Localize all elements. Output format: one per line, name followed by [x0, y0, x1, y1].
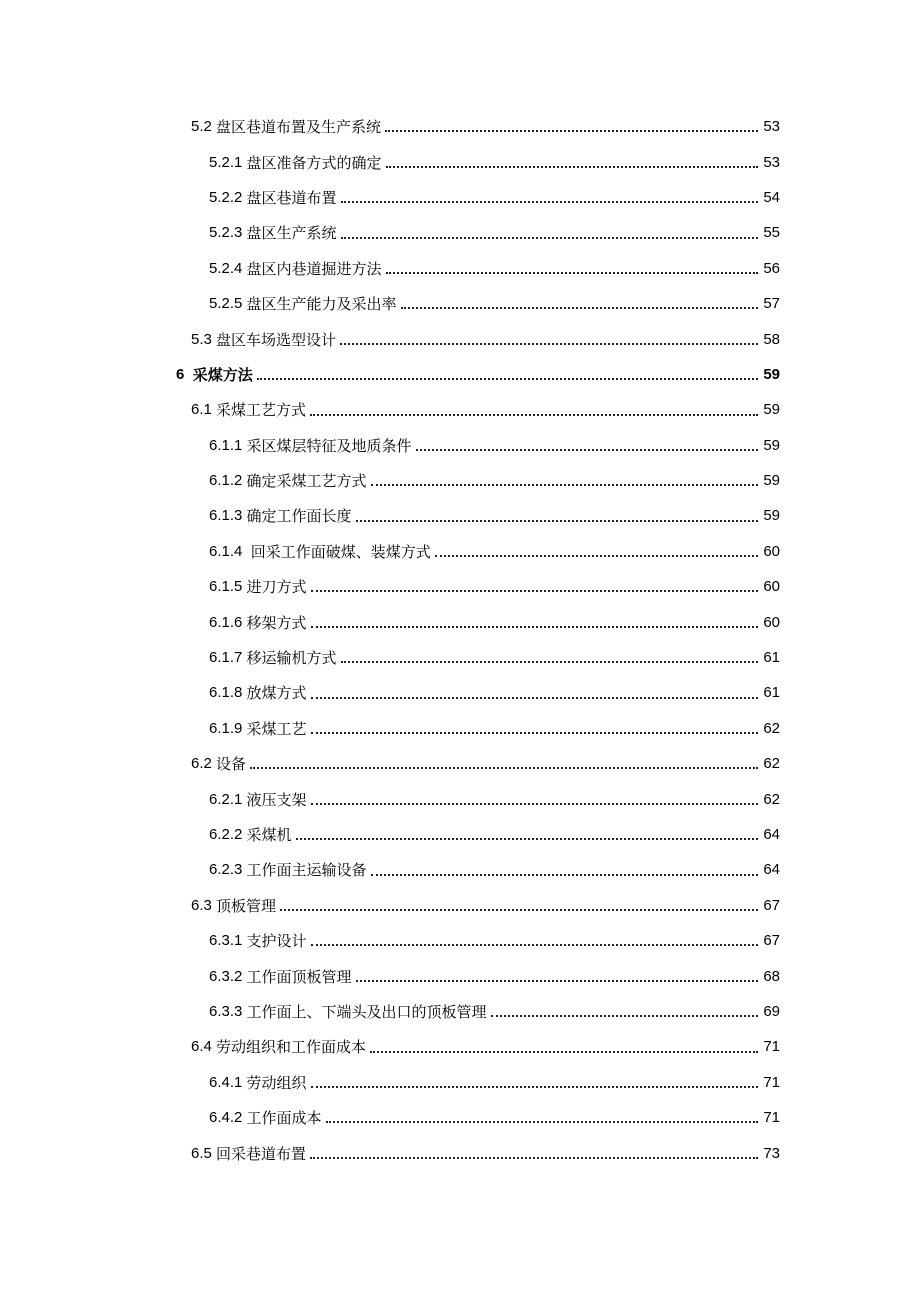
toc-entry-title: 移运输机方式 [246, 649, 337, 668]
toc-entry-number: 5.3 [191, 330, 217, 348]
toc-entry-title: 工作面顶板管理 [246, 967, 352, 986]
toc-entry-page-number: 67 [763, 896, 780, 914]
dot-leader [310, 413, 758, 416]
dot-leader [416, 448, 758, 451]
toc-entry-page-number: 56 [763, 259, 780, 277]
dot-leader [356, 519, 758, 522]
dot-leader [311, 943, 758, 946]
toc-entry-title: 采煤工艺方式 [216, 401, 307, 420]
toc-entry-title: 工作面主运输设备 [246, 861, 367, 880]
toc-entry-number: 6.1.2 [209, 472, 247, 490]
dot-leader [371, 873, 758, 876]
toc-entry[interactable] [0, 428, 920, 463]
toc-entry-page-number: 53 [763, 118, 780, 136]
toc-entry-title: 采区煤层特征及地质条件 [246, 436, 412, 455]
toc-entry-page-number: 59 [763, 436, 780, 454]
toc-entry-number: 5.2 [191, 118, 217, 136]
toc-entry[interactable] [0, 286, 920, 321]
dot-leader [356, 979, 758, 982]
toc-entry-page-number: 60 [763, 542, 780, 560]
toc-entry-title: 盘区车场选型设计 [216, 330, 337, 349]
toc-entry[interactable] [0, 675, 920, 710]
toc-entry-page-number: 60 [763, 613, 780, 631]
dot-leader [341, 236, 758, 239]
toc-entry-page-number: 53 [763, 153, 780, 171]
dot-leader [326, 1120, 758, 1123]
toc-entry[interactable] [0, 534, 920, 569]
toc-entry-page-number: 64 [763, 826, 780, 843]
toc-entry[interactable] [0, 1029, 920, 1064]
toc-entry[interactable] [0, 711, 920, 746]
toc-entry-title: 盘区巷道布置及生产系统 [216, 118, 382, 137]
toc-entry-page-number: 67 [763, 932, 780, 950]
dot-leader [435, 554, 758, 557]
toc-entry-title: 进刀方式 [246, 578, 307, 597]
toc-entry[interactable] [0, 994, 920, 1029]
toc-entry-number: 6.1.6 [209, 613, 247, 631]
toc-entry-page-number: 71 [763, 1038, 780, 1056]
toc-entry-number: 6.1.3 [209, 507, 247, 525]
toc-entry-page-number: 54 [763, 188, 780, 206]
toc-entry[interactable] [0, 109, 920, 144]
toc-entry-number: 6.1.7 [209, 649, 247, 667]
toc-entry-number: 5.2.2 [209, 188, 247, 206]
toc-entry-title: 设备 [216, 755, 247, 774]
toc-entry-title: 盘区生产能力及采出率 [246, 295, 397, 314]
toc-entry[interactable] [0, 180, 920, 215]
toc-entry-page-number: 61 [763, 649, 780, 667]
toc-entry[interactable] [0, 357, 920, 392]
toc-entry-title: 回采工作面破煤、装煤方式 [250, 542, 431, 561]
toc-entry-number: 6.1.1 [209, 436, 247, 454]
dot-leader [386, 271, 758, 274]
toc-entry-title: 盘区生产系统 [246, 224, 337, 243]
dot-leader [341, 200, 758, 203]
toc-entry[interactable] [0, 463, 920, 498]
toc-entry-title: 放煤方式 [246, 684, 307, 703]
dot-leader [340, 342, 758, 345]
toc-entry-number: 6.4.2 [209, 1109, 247, 1127]
toc-entry-title: 劳动组织和工作面成本 [216, 1038, 367, 1057]
toc-entry-title: 确定采煤工艺方式 [246, 472, 367, 491]
toc-entry-title: 盘区巷道布置 [246, 188, 337, 207]
toc-entry-number: 6.3 [191, 896, 217, 914]
dot-leader [311, 1085, 758, 1088]
dot-leader [311, 696, 758, 699]
toc-entry-number: 6.3.2 [209, 967, 247, 985]
toc-entry[interactable] [0, 215, 920, 250]
toc-entry-number: 5.2.5 [209, 295, 247, 313]
toc-entry-number: 6 [176, 365, 193, 383]
toc-entry-number: 6.3.3 [209, 1002, 247, 1020]
table-of-contents [0, 109, 920, 1171]
toc-entry-title: 盘区准备方式的确定 [246, 153, 382, 172]
toc-entry-number: 6.1.4 [209, 542, 251, 560]
toc-entry[interactable] [0, 392, 920, 427]
toc-entry[interactable] [0, 1065, 920, 1100]
toc-entry-title: 采煤机 [246, 826, 292, 844]
toc-entry[interactable] [0, 321, 920, 356]
toc-entry-title: 支护设计 [246, 932, 307, 951]
toc-entry-page-number: 69 [763, 1002, 780, 1020]
toc-entry[interactable] [0, 781, 920, 816]
dot-leader [371, 483, 758, 486]
toc-entry-number: 6.4.1 [209, 1073, 247, 1091]
toc-entry[interactable] [0, 569, 920, 604]
dot-leader [311, 625, 758, 628]
toc-entry-title: 劳动组织 [246, 1073, 307, 1092]
toc-entry-page-number: 62 [763, 755, 780, 773]
dot-leader [401, 306, 758, 309]
toc-entry-number: 6.3.1 [209, 932, 247, 950]
toc-entry-number: 6.2.1 [209, 790, 247, 808]
toc-entry-number: 6.1.8 [209, 684, 247, 702]
toc-entry-title: 工作面上、下端头及出口的顶板管理 [246, 1002, 487, 1021]
toc-entry[interactable] [0, 144, 920, 179]
dot-leader [491, 1014, 758, 1017]
toc-entry-number: 6.2 [191, 755, 217, 773]
toc-entry[interactable] [0, 1135, 920, 1170]
toc-entry-number: 5.2.1 [209, 153, 247, 171]
toc-entry-page-number: 60 [763, 578, 780, 596]
toc-entry-page-number: 64 [763, 861, 780, 879]
dot-leader [250, 766, 758, 769]
toc-entry-number: 6.1.5 [209, 578, 247, 596]
toc-entry-title: 采煤工艺 [246, 719, 307, 738]
dot-leader [385, 129, 758, 132]
toc-entry-number: 6.4 [191, 1038, 217, 1056]
toc-entry[interactable] [0, 958, 920, 993]
dot-leader [257, 377, 758, 380]
toc-entry[interactable] [0, 1100, 920, 1135]
dot-leader [310, 1156, 758, 1159]
toc-entry-page-number: 59 [763, 507, 780, 525]
dot-leader [370, 1050, 758, 1053]
dot-leader [296, 837, 758, 840]
toc-entry[interactable] [0, 746, 920, 781]
toc-entry-page-number: 71 [763, 1073, 780, 1091]
toc-entry-title: 工作面成本 [246, 1109, 322, 1128]
dot-leader [311, 589, 758, 592]
toc-entry-title: 顶板管理 [216, 896, 277, 915]
toc-entry[interactable] [0, 923, 920, 958]
toc-entry-page-number: 55 [763, 224, 780, 242]
dot-leader [311, 731, 758, 734]
dot-leader [341, 660, 758, 663]
toc-entry-number: 5.2.3 [209, 224, 247, 242]
toc-entry[interactable] [0, 498, 920, 533]
toc-entry-page-number: 58 [763, 330, 780, 348]
dot-leader [311, 802, 758, 805]
toc-entry[interactable] [0, 817, 920, 852]
toc-entry-page-number: 59 [763, 365, 780, 383]
toc-entry-page-number: 59 [763, 472, 780, 490]
toc-entry-title: 确定工作面长度 [246, 507, 352, 526]
toc-entry[interactable] [0, 251, 920, 286]
toc-entry-number: 6.1.9 [209, 719, 247, 737]
toc-entry-page-number: 61 [763, 684, 780, 702]
toc-entry-title: 回采巷道布置 [216, 1144, 307, 1163]
toc-entry-title: 移架方式 [246, 613, 307, 632]
toc-entry-number: 6.2.3 [209, 861, 247, 879]
toc-entry-page-number: 62 [763, 790, 780, 808]
toc-entry-page-number: 71 [763, 1109, 780, 1127]
toc-entry-title: 液压支架 [246, 790, 307, 809]
toc-entry-page-number: 57 [763, 295, 780, 313]
toc-entry-page-number: 68 [763, 967, 780, 985]
toc-entry[interactable] [0, 852, 920, 887]
toc-entry[interactable] [0, 888, 920, 923]
toc-entry-number: 6.2.2 [209, 826, 247, 843]
toc-entry-page-number: 62 [763, 719, 780, 737]
toc-entry-title: 盘区内巷道掘进方法 [246, 259, 382, 278]
toc-entry-number: 6.1 [191, 401, 217, 419]
toc-entry[interactable] [0, 640, 920, 675]
toc-entry-page-number: 59 [763, 401, 780, 419]
toc-entry-title: 采煤方法 [192, 365, 253, 384]
toc-entry-number: 6.5 [191, 1144, 217, 1162]
toc-entry-page-number: 73 [763, 1144, 780, 1162]
toc-entry-number: 5.2.4 [209, 259, 247, 277]
dot-leader [280, 908, 758, 911]
dot-leader [386, 165, 758, 168]
toc-entry[interactable] [0, 604, 920, 639]
